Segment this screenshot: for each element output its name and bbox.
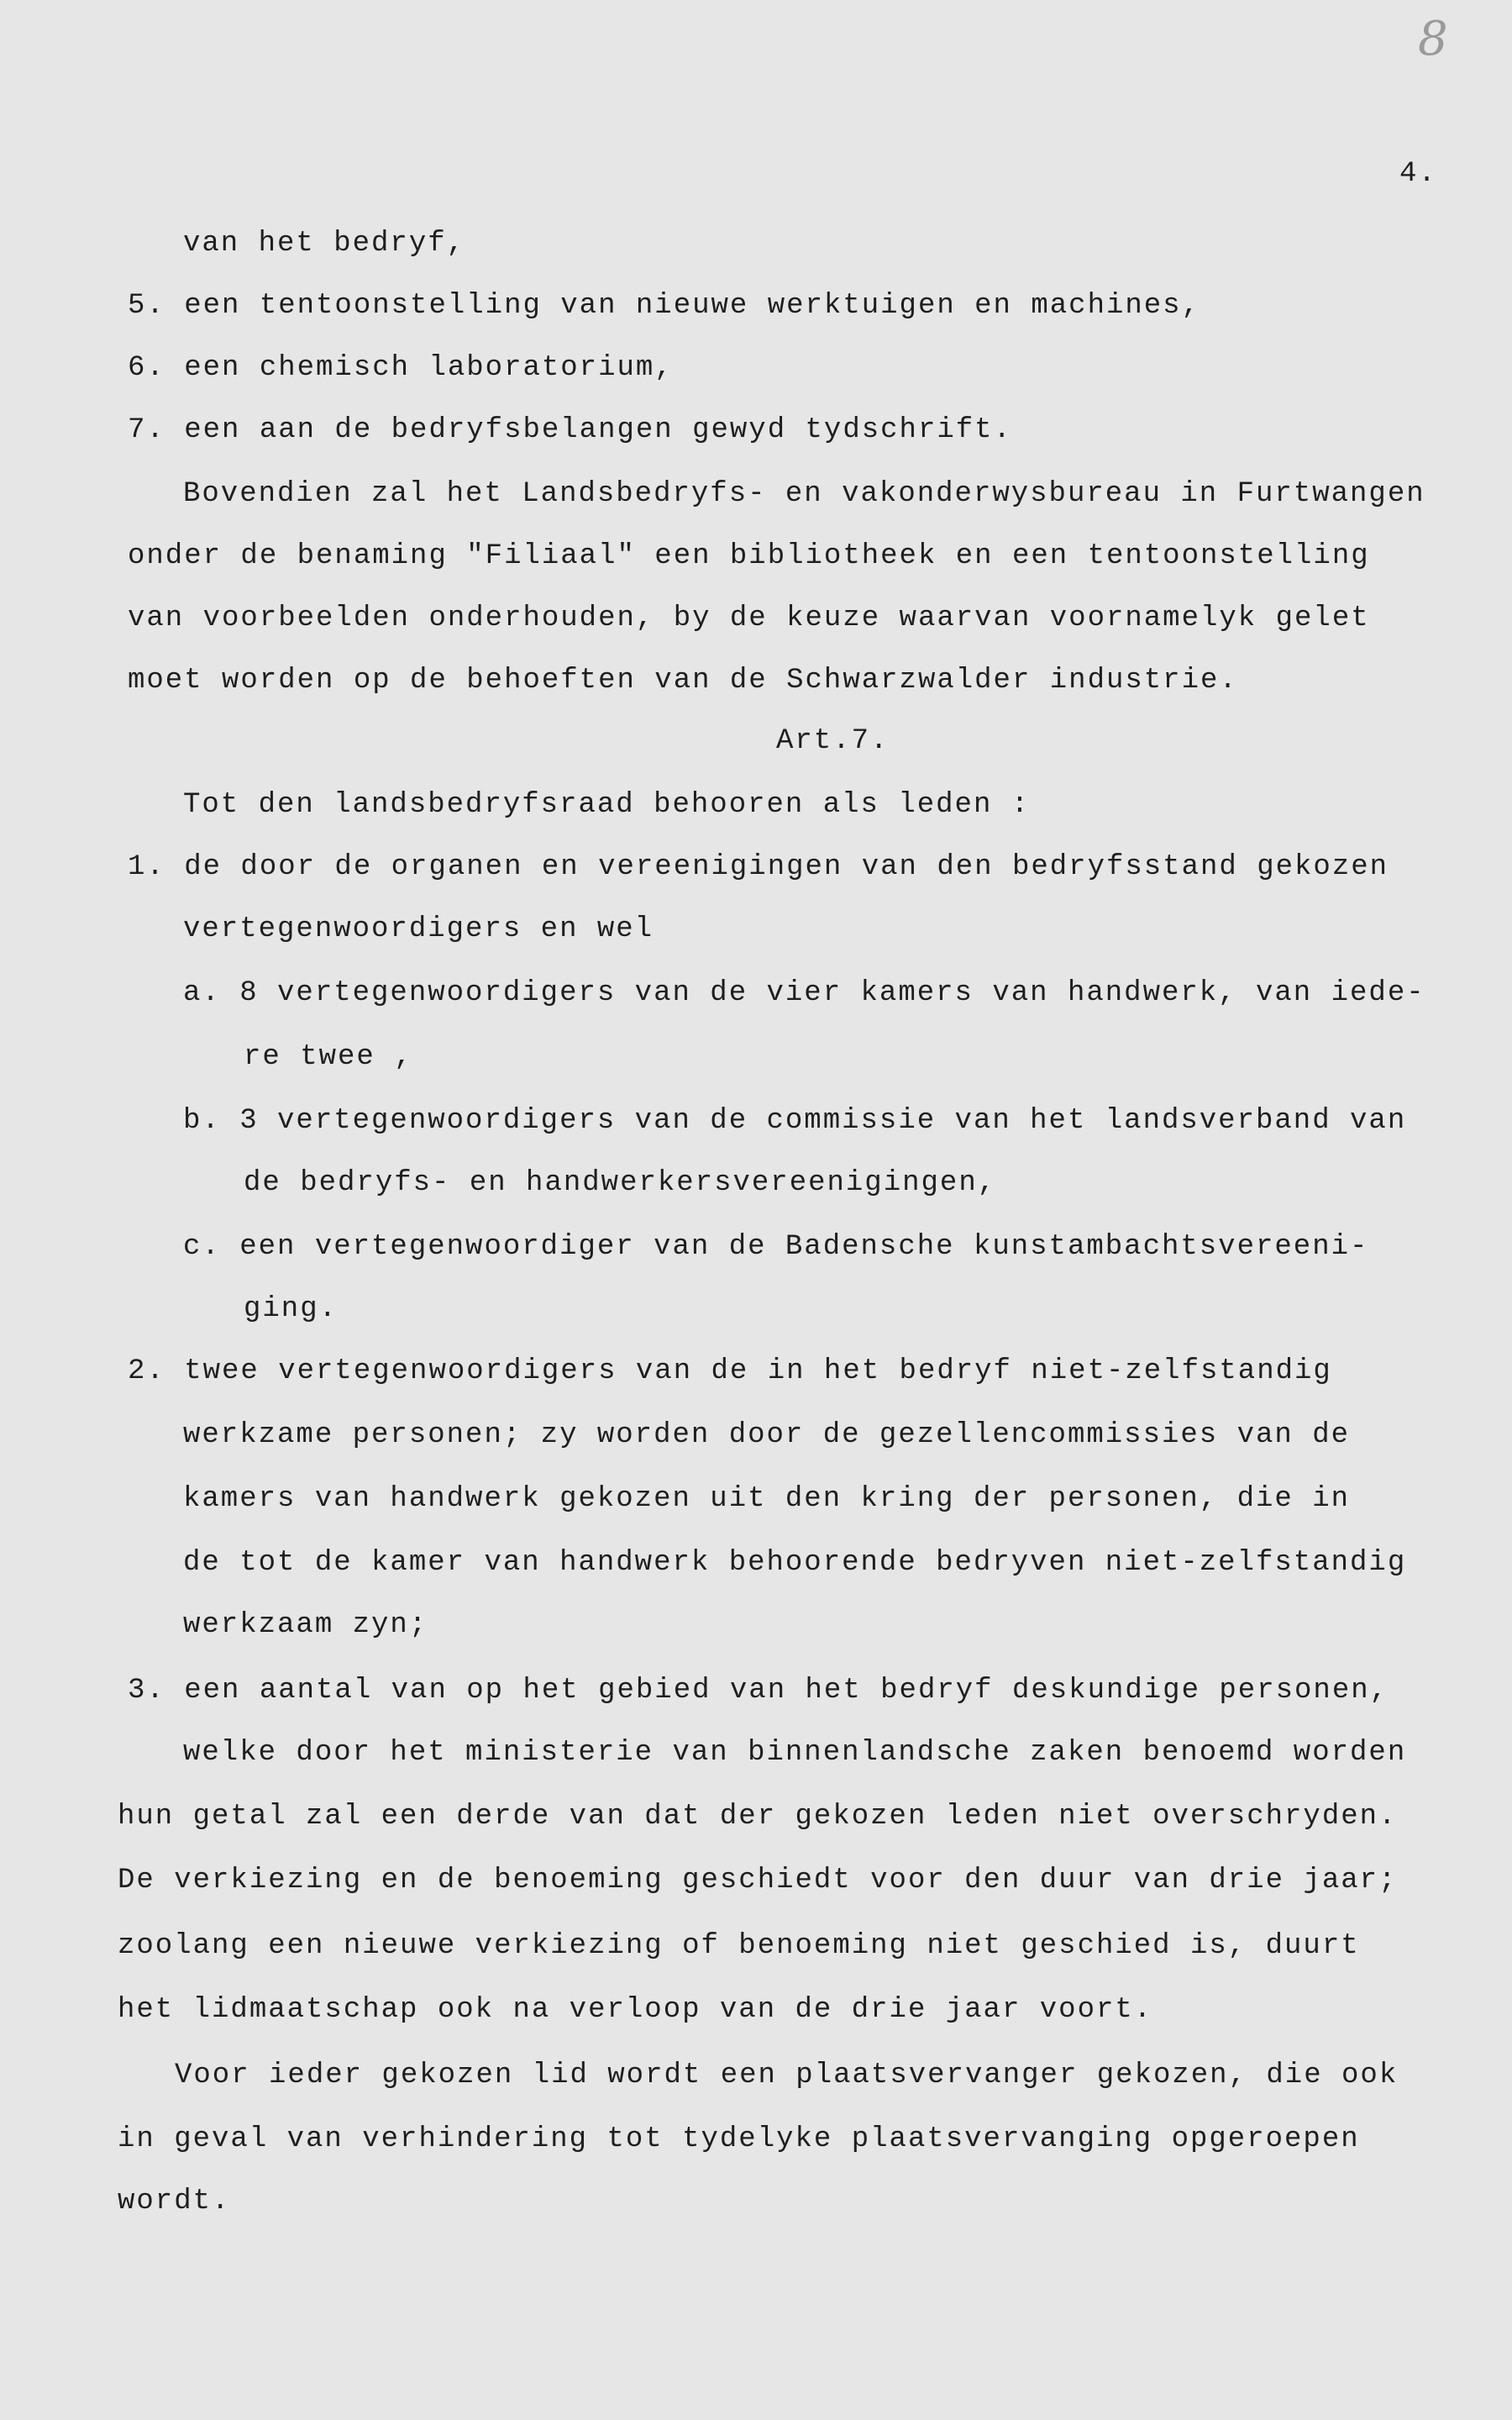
- paragraph-line: in geval van verhindering tot tydelyke plaatsvervanging opgeroepen: [118, 2123, 1360, 2155]
- article-heading: Art.7.: [776, 725, 890, 757]
- paragraph-line: onder de benaming "Filiaal" een bibliotheek en een tentoonstelling: [128, 540, 1370, 572]
- paragraph-line: van voorbeelden onderhouden, by de keuze waarvan voornamelyk gelet: [128, 602, 1370, 634]
- list-item-continuation: de tot de kamer van handwerk behoorende bedryven niet-zelfstandig: [183, 1547, 1407, 1579]
- list-item-continuation: vertegenwoordigers en wel: [183, 913, 654, 945]
- sub-item-continuation: de bedryfs- en handwerkersvereenigingen,: [244, 1167, 997, 1199]
- sub-item-b: b. 3 vertegenwoordigers van de commissie van het landsverband van: [183, 1105, 1407, 1137]
- list-item-3: 3. een aantal van op het gebied van het bedryf deskundige personen,: [128, 1675, 1389, 1707]
- list-item-5: 5. een tentoonstelling van nieuwe werktuigen en machines,: [128, 290, 1200, 322]
- list-item-continuation: werkzaam zyn;: [183, 1609, 428, 1641]
- list-item-6: 6. een chemisch laboratorium,: [128, 352, 674, 384]
- list-item-2: 2. twee vertegenwoordigers van de in het bedryf niet-zelfstandig: [128, 1355, 1332, 1387]
- page-number: 4.: [1399, 158, 1437, 190]
- paragraph-line: moet worden op de behoeften van de Schwarzwalder industrie.: [128, 665, 1238, 697]
- paragraph-line: het lidmaatschap ook na verloop van de drie jaar voort.: [118, 1994, 1153, 2026]
- list-item-continuation: kamers van handwerk gekozen uit den kring der personen, die in: [183, 1483, 1351, 1515]
- paragraph-line: zoolang een nieuwe verkiezing of benoeming niet geschied is, duurt: [118, 1930, 1360, 1962]
- sub-item-c: c. een vertegenwoordiger van de Badensche kunstambachtsvereeni-: [183, 1231, 1369, 1263]
- pencil-page-mark: 8: [1418, 12, 1448, 66]
- list-item-1: 1. de door de organen en vereenigingen van den bedryfsstand gekozen: [128, 851, 1389, 883]
- sub-item-continuation: ging.: [244, 1293, 339, 1325]
- paragraph-line: wordt.: [118, 2186, 231, 2217]
- paragraph-line: hun getal zal een derde van dat der gekozen leden niet overschryden.: [118, 1801, 1398, 1833]
- paragraph-line: Voor ieder gekozen lid wordt een plaatsvervanger gekozen, die ook: [175, 2060, 1399, 2091]
- list-item-continuation: welke door het ministerie van binnenlandsche zaken benoemd worden: [183, 1737, 1407, 1769]
- sub-item-a: a. 8 vertegenwoordigers van de vier kamers van handwerk, van iede-: [183, 977, 1425, 1009]
- list-item-continuation: werkzame personen; zy worden door de gezellencommissies van de: [183, 1419, 1351, 1451]
- text-line: van het bedryf,: [183, 228, 466, 260]
- paragraph-line: Tot den landsbedryfsraad behooren als leden :: [183, 789, 1031, 821]
- list-item-7: 7. een aan de bedryfsbelangen gewyd tydschrift.: [128, 414, 1012, 446]
- paragraph-line: Bovendien zal het Landsbedryfs- en vakonderwysbureau in Furtwangen: [183, 478, 1425, 510]
- paragraph-line: De verkiezing en de benoeming geschiedt voor den duur van drie jaar;: [118, 1865, 1398, 1897]
- sub-item-continuation: re twee ,: [244, 1041, 413, 1073]
